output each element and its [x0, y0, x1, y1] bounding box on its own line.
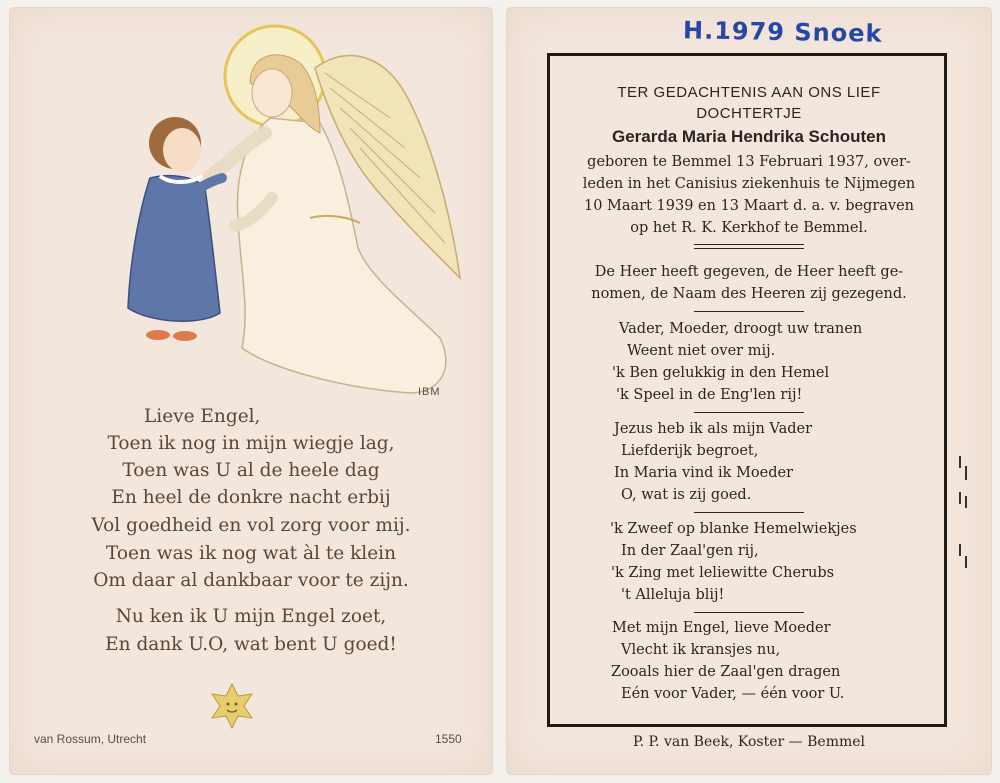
poem-line: Vol goedheid en vol zorg voor mij.: [91, 515, 411, 536]
verse-line: O, wat is zij goed.: [621, 487, 752, 503]
verse-line: Liefderijk begroet,: [621, 443, 759, 459]
pencil-mark: [965, 496, 967, 508]
publisher: van Rossum, Utrecht: [34, 732, 147, 746]
bio-line: 10 Maart 1939 en 13 Maart d. a. v. begraven: [583, 198, 915, 214]
bio-line: op het R. K. Kerkhof te Bemmel.: [630, 220, 868, 236]
verse-line: Jezus heb ik als mijn Vader: [614, 421, 813, 437]
verse-line: Eén voor Vader, — één voor U.: [621, 686, 845, 702]
verse-line: Vader, Moeder, droogt uw tranen: [619, 321, 863, 337]
artist-mark: IBM: [418, 386, 441, 398]
verse-line: 'k Zing met leliewitte Cherubs: [611, 565, 835, 581]
poem-line: Lieve Engel,: [144, 406, 261, 427]
footer: P. P. van Beek, Koster — Bemmel: [632, 734, 866, 750]
star-icon: [208, 682, 256, 730]
verse-line: 'k Speel in de Eng'len rij!: [616, 387, 803, 403]
heading-line: TER GEDACHTENIS AAN ONS LIEF: [617, 84, 881, 101]
right-card: [507, 8, 991, 774]
angel-face: [252, 69, 292, 117]
divider: [694, 612, 804, 613]
poem-line: Toen ik nog in mijn wiegje lag,: [107, 433, 395, 454]
print-number: 1550: [435, 732, 462, 746]
verse-line: Zooals hier de Zaal'gen dragen: [611, 664, 841, 680]
handwritten-note: H.1979 Snoek: [682, 16, 883, 48]
pencil-mark: [959, 492, 961, 504]
divider: [694, 244, 804, 245]
verse-line: Weent niet over mij.: [627, 343, 776, 359]
child-dress: [128, 176, 220, 322]
pencil-mark: [965, 466, 967, 480]
pencil-mark: [965, 556, 967, 568]
verse-line: In der Zaal'gen rij,: [621, 543, 759, 559]
poem-line: Toen was U al de heele dag: [122, 460, 380, 481]
divider: [694, 248, 804, 249]
divider: [694, 512, 804, 513]
verse-line: 't Alleluja blij!: [621, 587, 725, 603]
poem-line: Om daar al dankbaar voor te zijn.: [93, 570, 409, 591]
verse-line: In Maria vind ik Moeder: [614, 465, 794, 481]
poem-line: Toen was ik nog wat àl te klein: [106, 543, 396, 564]
deceased-name: Gerarda Maria Hendrika Schouten: [612, 127, 886, 146]
verse-line: 'k Zweef op blanke Hemelwiekjes: [610, 521, 857, 537]
divider: [694, 311, 804, 312]
verse-line: Met mijn Engel, lieve Moeder: [612, 620, 831, 636]
pencil-mark: [959, 456, 961, 468]
verse-line: Vlecht ik kransjes nu,: [621, 642, 781, 658]
divider: [694, 412, 804, 413]
poem-line: Nu ken ik U mijn Engel zoet,: [115, 606, 387, 627]
bio-line: leden in het Canisius ziekenhuis te Nijmegen: [582, 176, 916, 192]
heading-line: DOCHTERTJE: [696, 105, 802, 122]
bio-line: geboren te Bemmel 13 Februari 1937, over-: [587, 154, 911, 170]
scripture-line: nomen, de Naam des Heeren zij gezegend.: [591, 286, 907, 302]
child-face: [163, 128, 201, 172]
angel-child-illustration: [10, 8, 492, 408]
pencil-mark: [959, 544, 961, 556]
verse-line: 'k Ben gelukkig in den Hemel: [612, 365, 830, 381]
poem-line: En heel de donkre nacht erbij: [111, 487, 391, 508]
left-card: [10, 8, 492, 774]
scripture-line: De Heer heeft gegeven, de Heer heeft ge-: [594, 264, 904, 280]
poem-line: En dank U.O, wat bent U goed!: [105, 634, 397, 655]
